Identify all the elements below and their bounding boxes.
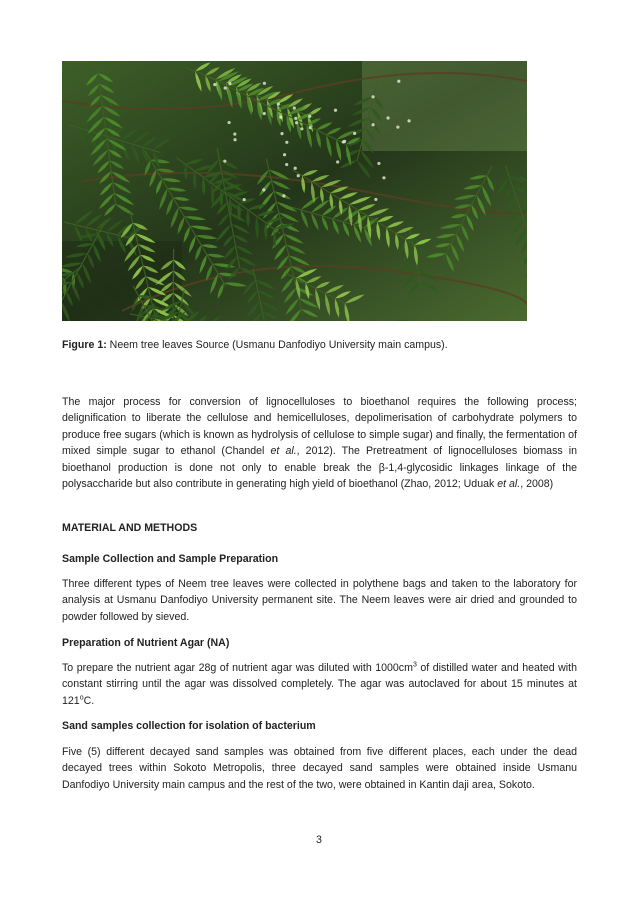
subheading-sample-collection: Sample Collection and Sample Preparation [62,553,279,565]
agar-text-3: C. [83,694,95,707]
subheading-sand-samples: Sand samples collection for isolation of bacterium [62,720,316,732]
intro-etal-2: et al. [497,478,521,491]
intro-text-1: The major process for conversion of lignocelluloses to bioethanol requires the following process; delignification to liberate the cellulose and hemicelluloses, depolimerisation of carbohydrate polymers to produce free sugars (which is known as hydrolysis of cellulose to simple sugar) and finally, the fermentation of mixed simple sugar to ethanol (Chandel [62,396,577,458]
nutrient-agar-paragraph [62,660,577,709]
subheading-nutrient-agar: Preparation of Nutrient Agar (NA) [62,637,230,649]
intro-etal-1: et al. [270,445,297,458]
agar-text-1: To prepare the nutrient agar 28g of nutrient agar was diluted with 1000cm [62,662,413,674]
figure-caption [62,337,577,353]
agar-superscript-degree: o [79,694,84,702]
neem-tree-leaves-photo [62,61,527,321]
figure-caption-text: Neem tree leaves Source (Usmanu Danfodiyo University main campus). [106,339,448,351]
sample-collection-paragraph: Three different types of Neem tree leaves were collected in polythene bags and taken to the laboratory for analysis at Usmanu Danfodiyo University permanent site. The Neem leaves were air dried and grounded to powder followed by sieved. [62,578,577,623]
page-number: 3 [316,834,322,846]
leaves-illustration [62,61,527,321]
sand-samples-paragraph: Five (5) different decayed sand samples was obtained from five different places, each under the dead decayed trees within Sokoto Metropolis, three decayed sand samples were obtained inside Usmanu Danfodiyo University main campus and the rest of the two, were obtained in Kantin daji area, Sokoto. [62,746,577,791]
intro-text-2: , 2012). The Pretreatment of lignocelluloses biomass in bioethanol production is done not only to enable break the β-1,4-glycosidic linkages linkage of the polysaccharide but also contribute in generating high yield of bioethanol (Zhao, 2012; Uduak [62,445,577,491]
agar-text-2: of distilled water and heated with constant stirring until the agar was dissolved completely. The agar was autoclaved for about 15 minutes at 121 [62,662,577,707]
section-heading-methods: MATERIAL AND METHODS [62,522,198,534]
figure-caption-label: Figure 1: [62,339,107,351]
intro-paragraph [62,394,577,492]
intro-text-3: , 2008) [520,478,554,491]
agar-superscript-cubed: 3 [412,661,417,669]
